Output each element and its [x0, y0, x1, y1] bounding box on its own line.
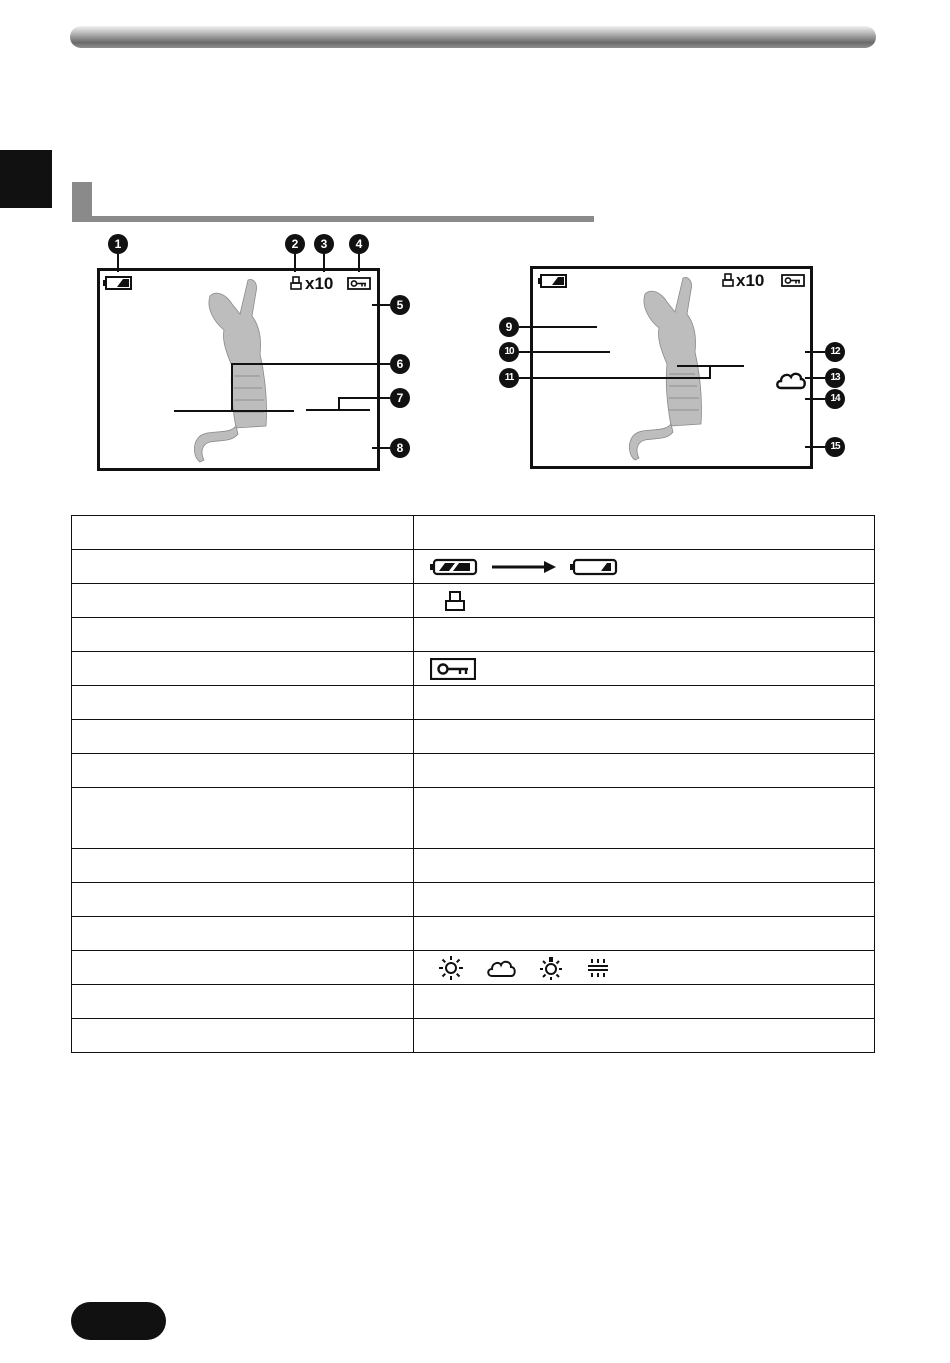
- callout-4: 4: [349, 234, 369, 254]
- protect-key-icon: [347, 277, 371, 290]
- leader-line-11b: [709, 366, 711, 379]
- cat-photo: [623, 274, 713, 464]
- lcd-screen-basic: [97, 268, 380, 471]
- battery-full-icon: [430, 558, 478, 576]
- table-cell-indicator: [414, 883, 875, 917]
- table-cell-item: [72, 883, 414, 917]
- table-row: [72, 951, 875, 985]
- leader-line-9: [519, 326, 597, 328]
- sun-icon: [438, 955, 464, 981]
- leader-line-3: [323, 254, 325, 272]
- table-cell-indicator: [414, 652, 875, 686]
- leader-line-15: [805, 446, 825, 448]
- leader-line-2: [294, 254, 296, 272]
- callout-5: 5: [390, 295, 410, 315]
- table-cell-item: [72, 516, 414, 550]
- table-cell-indicator: [414, 788, 875, 849]
- table-row: [72, 849, 875, 883]
- leader-line-11c: [677, 365, 744, 367]
- protect-key-icon: [430, 658, 476, 680]
- table-cell-indicator: [414, 584, 875, 618]
- battery-low-icon: [570, 558, 618, 576]
- table-row: [72, 883, 875, 917]
- table-cell-indicator: [414, 985, 875, 1019]
- callout-10: 10: [499, 342, 519, 362]
- callout-11: 11: [499, 368, 519, 388]
- callout-6: 6: [390, 354, 410, 374]
- callout-8: 8: [390, 438, 410, 458]
- callout-1: 1: [108, 234, 128, 254]
- leader-line-12: [805, 351, 825, 353]
- leader-line-11a: [519, 377, 711, 379]
- leader-line-6c: [174, 410, 294, 412]
- fluorescent-icon: [586, 956, 610, 980]
- print-reserve-icon: [444, 590, 466, 612]
- leader-line-7a: [338, 397, 390, 399]
- leader-line-7c: [306, 409, 370, 411]
- section-heading-rule: [92, 216, 594, 222]
- table-cell-item: [72, 1019, 414, 1053]
- table-cell-item: [72, 720, 414, 754]
- table-cell-indicator: [414, 951, 875, 985]
- tungsten-bulb-icon: [538, 955, 564, 981]
- table-cell-item: [72, 754, 414, 788]
- leader-line-4: [358, 254, 360, 272]
- indicator-table: [71, 515, 875, 1053]
- leader-line-13: [805, 377, 825, 379]
- table-row: [72, 686, 875, 720]
- leader-line-8: [372, 447, 390, 449]
- table-cell-indicator: [414, 516, 875, 550]
- arrow-right-icon: [492, 560, 556, 574]
- table-row: [72, 985, 875, 1019]
- callout-2: 2: [285, 234, 305, 254]
- callout-13: 13: [825, 368, 845, 388]
- table-cell-indicator: [414, 754, 875, 788]
- print-count-text: x10: [305, 274, 334, 293]
- leader-line-5: [372, 304, 390, 306]
- leader-line-14: [805, 398, 825, 400]
- print-count-text: x10: [736, 271, 765, 290]
- table-cell-indicator: [414, 1019, 875, 1053]
- table-cell-item: [72, 618, 414, 652]
- table-row: [72, 652, 875, 686]
- table-row: [72, 550, 875, 584]
- callout-12: 12: [825, 342, 845, 362]
- table-cell-item: [72, 686, 414, 720]
- cat-photo: [188, 276, 278, 466]
- protect-key-icon: [781, 274, 805, 287]
- callout-14: 14: [825, 389, 845, 409]
- callout-15: 15: [825, 437, 845, 457]
- table-row: [72, 584, 875, 618]
- table-row: [72, 1019, 875, 1053]
- table-row: [72, 788, 875, 849]
- cloud-icon: [775, 369, 807, 391]
- cloud-icon: [486, 957, 516, 979]
- page-number-badge: [71, 1302, 166, 1340]
- table-cell-item: [72, 951, 414, 985]
- table-row: [72, 720, 875, 754]
- table-cell-indicator: [414, 849, 875, 883]
- table-cell-indicator: [414, 686, 875, 720]
- table-row: [72, 618, 875, 652]
- leader-line-1: [117, 254, 119, 272]
- lcd-screen-detailed: [530, 266, 813, 469]
- table-cell-item: [72, 652, 414, 686]
- section-heading-marker: [72, 182, 92, 222]
- table-cell-indicator: [414, 618, 875, 652]
- chapter-tab: [0, 150, 52, 208]
- table-cell-item: [72, 550, 414, 584]
- table-cell-item: [72, 788, 414, 849]
- table-row: [72, 516, 875, 550]
- table-cell-indicator: [414, 720, 875, 754]
- leader-line-10: [519, 351, 610, 353]
- table-cell-indicator: [414, 550, 875, 584]
- battery-low-icon: [103, 276, 133, 290]
- callout-9: 9: [499, 317, 519, 337]
- table-cell-item: [72, 917, 414, 951]
- callout-7: 7: [390, 388, 410, 408]
- leader-line-6b: [231, 363, 233, 412]
- print-reserve-icon: [290, 276, 302, 290]
- callout-3: 3: [314, 234, 334, 254]
- table-row: [72, 754, 875, 788]
- table-row: [72, 917, 875, 951]
- print-reserve-icon: [722, 273, 734, 287]
- battery-low-icon: [538, 274, 568, 288]
- table-cell-item: [72, 849, 414, 883]
- table-cell-item: [72, 584, 414, 618]
- table-cell-item: [72, 985, 414, 1019]
- leader-line-6a: [231, 363, 390, 365]
- table-cell-indicator: [414, 917, 875, 951]
- header-bar: [70, 26, 876, 48]
